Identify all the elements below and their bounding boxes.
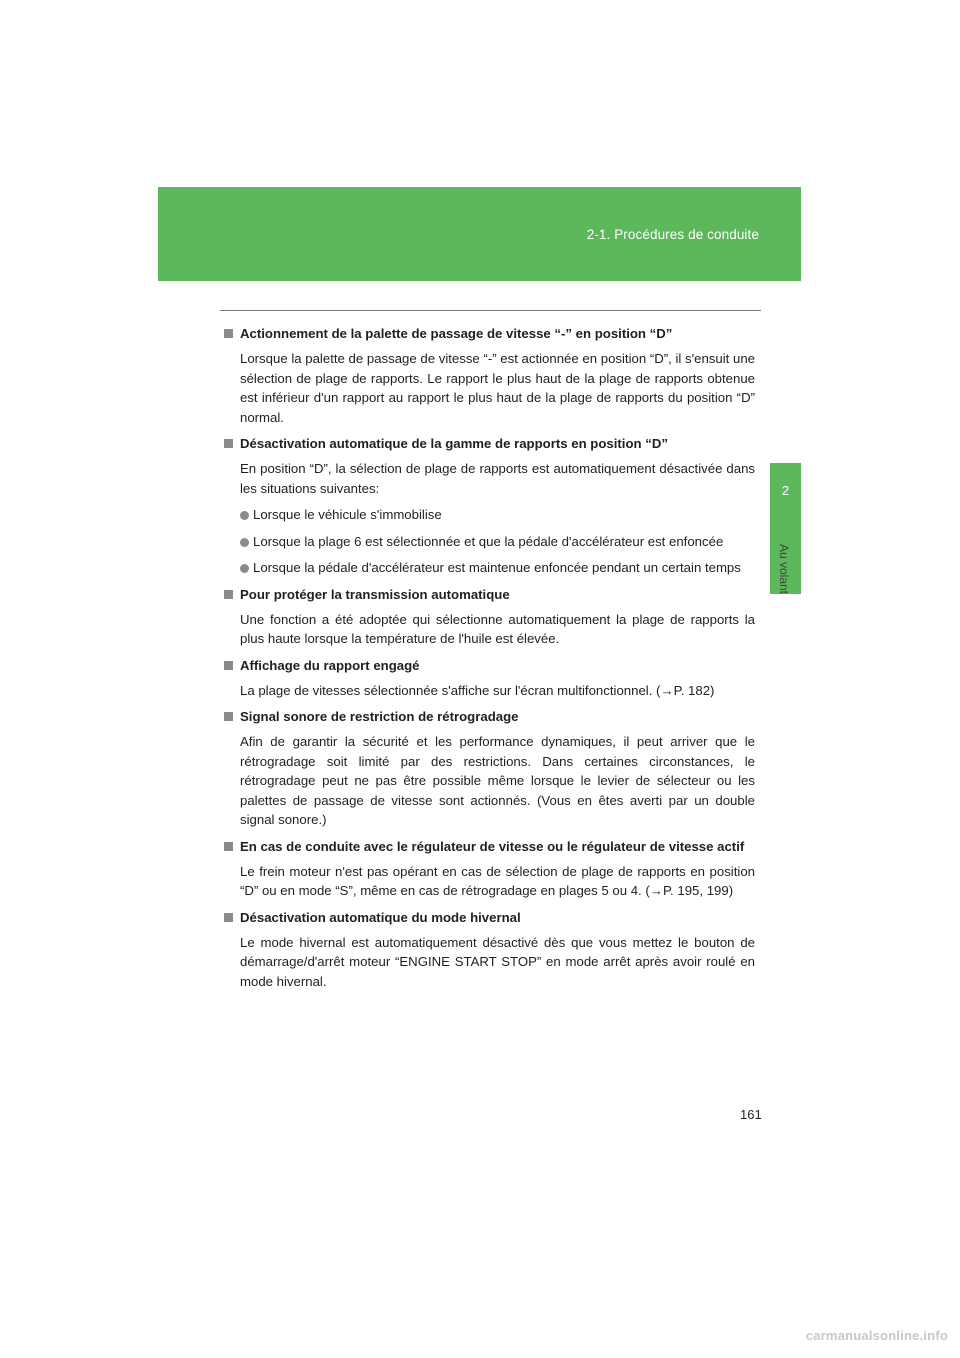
section-heading: Actionnement de la palette de passage de vitesse “-” en position “D” <box>224 324 755 343</box>
round-bullet-icon <box>240 564 249 573</box>
section-paragraph: La plage de vitesses sélectionnée s'affiche sur l'écran multifonctionnel. (→P. 182) <box>240 682 715 698</box>
square-bullet-icon <box>224 329 233 338</box>
section-heading: Signal sonore de restriction de rétrogradage <box>224 707 755 726</box>
list-item: Lorsque le véhicule s'immobilise <box>240 505 755 525</box>
section-auto-deactivation <box>224 434 755 578</box>
section-downshift-signal <box>224 707 755 830</box>
section-paragraph: Lorsque la palette de passage de vitesse “-” est actionnée en position “D”, il s'ensuit une sélection de plage de rapports. Le rapport le plus haut de la plage de rapports obtenue est inférieur d'un rapport au rapport le plus haut de la plage de rapports du position “D” normal. <box>240 351 755 425</box>
section-paragraph: En position “D”, la sélection de plage de rapports est automatiquement désactivée dans les situations suivantes: <box>240 461 755 496</box>
section-paragraph: Afin de garantir la sécurité et les performance dynamiques, il peut arriver que le rétrogradage soit limité par des restrictions. Dans certaines circonstances, le rétrogradage peut ne pas être possible même lorsque le levier de sélecteur ou les palettes de passage de vitesse sont actionnés. (Vous en êtes averti par un double signal sonore.) <box>240 734 755 827</box>
square-bullet-icon <box>224 439 233 448</box>
section-cruise-control <box>224 837 755 901</box>
header-divider <box>220 310 761 311</box>
section-gear-display <box>224 656 755 701</box>
chapter-side-label <box>769 534 800 604</box>
page-content <box>224 324 755 998</box>
square-bullet-icon <box>224 913 233 922</box>
chapter-side-label-text: Au volant <box>777 543 792 595</box>
square-bullet-icon <box>224 712 233 721</box>
page-number: 161 <box>740 1107 762 1122</box>
round-bullet-icon <box>240 538 249 547</box>
site-watermark: carmanualsonline.info <box>805 1328 948 1343</box>
section-heading: Affichage du rapport engagé <box>224 656 755 675</box>
square-bullet-icon <box>224 590 233 599</box>
section-heading: En cas de conduite avec le régulateur de vitesse ou le régulateur de vitesse actif <box>224 837 755 856</box>
section-winter-mode <box>224 908 755 992</box>
chapter-header-band <box>158 187 801 281</box>
section-paragraph: Le frein moteur n'est pas opérant en cas de sélection de plage de rapports en position “D” ou en mode “S”, même en cas de rétrogradage en plages 5 ou 4. (→P. 195, 199) <box>240 863 755 898</box>
chapter-title: 2-1. Procédures de conduite <box>586 227 759 242</box>
round-bullet-icon <box>240 511 249 520</box>
list-item: Lorsque la plage 6 est sélectionnée et que la pédale d'accélérateur est enfoncée <box>240 532 755 552</box>
list-item: Lorsque la pédale d'accélérateur est maintenue enfoncée pendant un certain temps <box>240 558 755 578</box>
section-heading: Désactivation automatique du mode hivernal <box>224 908 755 927</box>
section-heading: Pour protéger la transmission automatique <box>224 585 755 604</box>
section-heading: Désactivation automatique de la gamme de rapports en position “D” <box>224 434 755 453</box>
section-palette-minus <box>224 324 755 427</box>
section-transmission-protection <box>224 585 755 649</box>
square-bullet-icon <box>224 842 233 851</box>
chapter-number: 2 <box>781 483 790 498</box>
square-bullet-icon <box>224 661 233 670</box>
section-paragraph: Une fonction a été adoptée qui sélectionne automatiquement la plage de rapports la plus haute lorsque la température de l'huile est élevée. <box>240 611 755 646</box>
section-paragraph: Le mode hivernal est automatiquement désactivé dès que vous mettez le bouton de démarrage/d'arrêt moteur “ENGINE START STOP” en mode arrêt après avoir roulé en mode hivernal. <box>240 934 755 989</box>
